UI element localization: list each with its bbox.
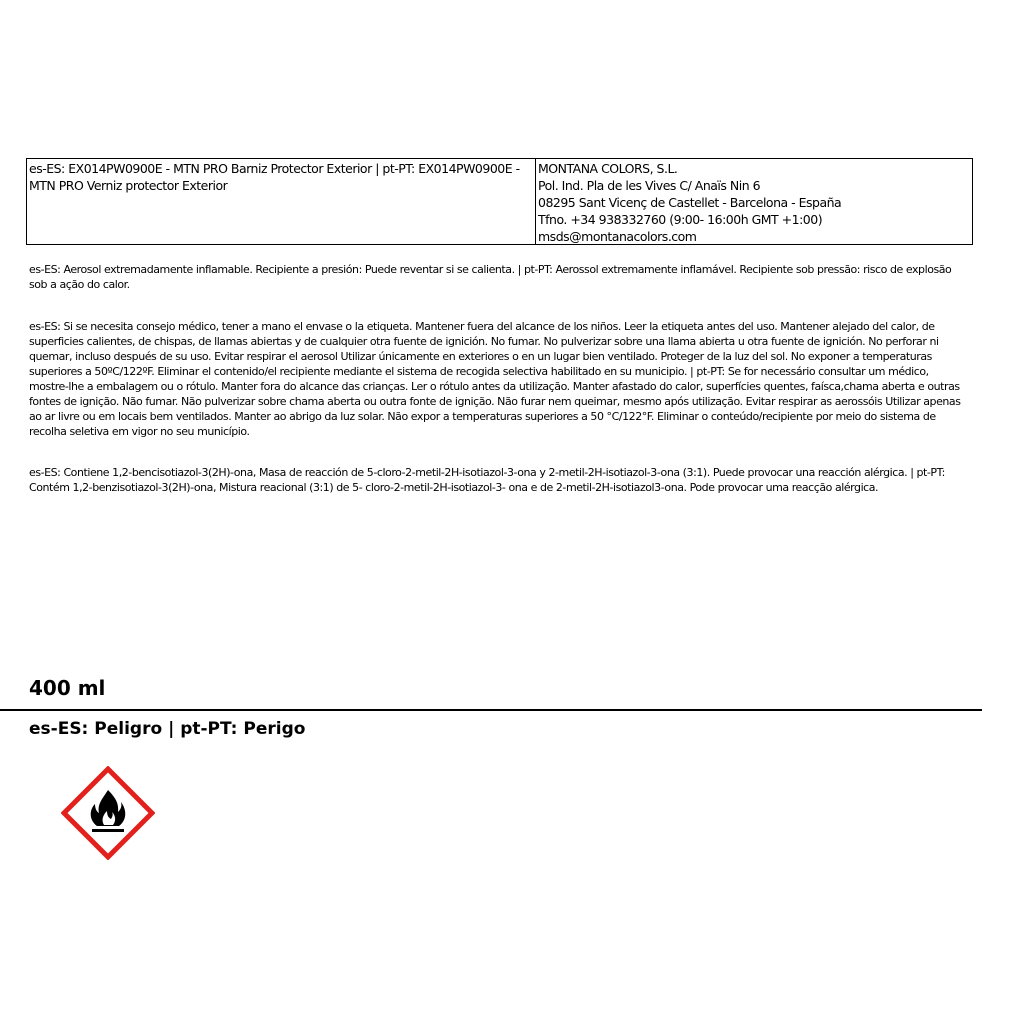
product-identifier: es-ES: EX014PW0900E - MTN PRO Barniz Protector Exterior | pt-PT: EX014PW0900E - MTN PRO Verniz protector Exterior xyxy=(27,159,536,244)
supplier-name: MONTANA COLORS, S.L. xyxy=(538,161,678,176)
supplier-email: msds@montanacolors.com xyxy=(538,229,697,244)
supplier-city: 08295 Sant Vicenç de Castellet - Barcelona - España xyxy=(538,195,842,210)
ghs02-flame-icon xyxy=(61,766,155,860)
divider xyxy=(0,709,982,711)
signal-word: es-ES: Peligro | pt-PT: Perigo xyxy=(29,719,306,739)
supplier-phone: Tfno. +34 938332760 (9:00- 16:00h GMT +1:00) xyxy=(538,212,823,227)
precautionary-statement: es-ES: Si se necesita consejo médico, tener a mano el envase o la etiqueta. Mantener fuera del alcance de los niños. Leer la etiqueta antes del uso. Mantener alejado del calor, de superficies calientes, de chispas, de llamas abiertas y de cualquier otra fuente de ignición. No fumar. No pulverizar sobre una llama abierta u otra fuente de ignición. No perforar ni quemar, incluso después de su uso. Evitar respirar el aerosol Utilizar únicamente en exteriores o en un lugar bien ventilado. Proteger de la luz del sol. No exponer a temperaturas superiores a 50ºC/122ºF. Eliminar el contenido/el recipiente mediante el sistema de recogida selectiva habilitado en su municipio. | pt-PT: Se for necessário consultar um médico, mostre-lhe a embalagem ou o rótulo. Manter fora do alcance das crianças. Ler o rótulo antes da utilização. Manter afastado do calor, superfícies quentes, faísca,chama aberta e outras fontes de ignição. Não fumar. Não pulverizar sobre chama aberta ou outra fonte de ignição. Não furar nem queimar, mesmo após utilização. Evitar respirar as aerossóis Utilizar apenas ao ar livre ou em locais bem ventilados. Manter ao abrigo da luz solar. Não expor a temperaturas superiores a 50 °C/122°F. Eliminar o conteúdo/recipiente por meio do sistema de recolha seletiva em vigor no seu município. xyxy=(29,320,961,438)
supplier-address: Pol. Ind. Pla de les Vives C/ Anaïs Nin 6 xyxy=(538,178,761,193)
header-table xyxy=(26,158,973,245)
volume: 400 ml xyxy=(29,676,106,700)
supplier-info xyxy=(536,159,972,244)
hazard-statement: es-ES: Aerosol extremadamente inflamable. Recipiente a presión: Puede reventar si se calienta. | pt-PT: Aerossol extremamente inflamável. Recipiente sob pressão: risco de explosão sob a ação do calor. xyxy=(29,263,952,291)
allergen-statement: es-ES: Contiene 1,2-bencisotiazol-3(2H)-ona, Masa de reacción de 5-cloro-2-metil-2H-isotiazol-3-ona y 2-metil-2H-isotiazol-3-ona (3:1). Puede provocar una reacción alérgica. | pt-PT: Contém 1,2-benzisotiazol-3(2H)-ona, Mistura reacional (3:1) de 5- cloro-2-metil-2H-isotiazol-3- ona e de 2-metil-2H-isotiazol3-ona. Pode provocar uma reacção alérgica. xyxy=(29,466,945,494)
